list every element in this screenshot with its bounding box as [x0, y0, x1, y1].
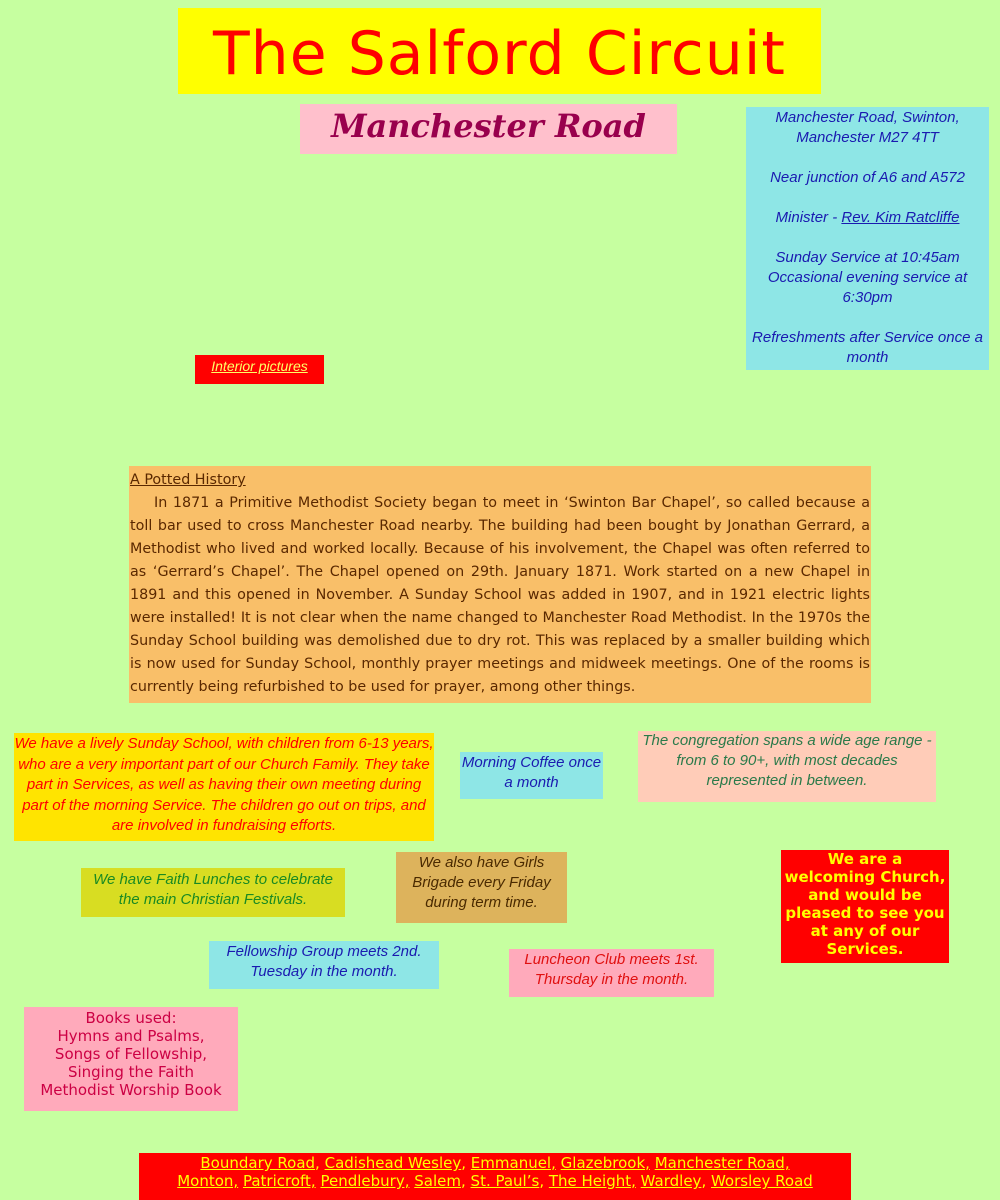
nav-separator: ,: [461, 1172, 471, 1190]
nav-link-patricroft[interactable]: Patricroft,: [242, 1172, 316, 1190]
nav-link-the-height[interactable]: The Height,: [548, 1172, 636, 1190]
nav-link-worsley-road[interactable]: Worsley Road: [710, 1172, 813, 1190]
nav-link-salem[interactable]: Salem: [414, 1172, 461, 1190]
books-used-panel: [24, 1007, 238, 1111]
congregation-notice: The congregation spans a wide age range - from 6 to 90+, with most decades represented in between.: [638, 731, 936, 802]
nav-link-emmanuel[interactable]: Emmanuel,: [470, 1154, 556, 1172]
nav-separator: ,: [539, 1172, 549, 1190]
history-text: In 1871 a Primitive Methodist Society began to meet in ‘Swinton Bar Chapel’, so called because a toll bar used to cross Manchester Road nearby. The building had been bought by Jonathan Gerrard, a Methodist who lived and worked locally. Because of his involvement, the Chapel was often referred to as ‘Gerrard’s Chapel’. The Chapel opened on 29th. January 1871. Work started on a new Chapel in 1891 and this opened in November. A Sunday School was added in 1907, and in 1921 electric lights were installed! It is not clear when the name changed to Manchester Road Methodist. In the 1970s the Sunday School building was demolished due to dry rot. This was replaced by a smaller building which is now used for Sunday School, monthly prayer meetings and midweek meetings. One of the rooms is currently being refurbished to be used for prayer, among other things.: [130, 495, 870, 695]
nav-link-wardley[interactable]: Wardley: [640, 1172, 702, 1190]
book-item: Hymns and Psalms,: [57, 1027, 205, 1045]
church-name: Manchester Road: [331, 107, 646, 145]
faith-lunches-notice: We have Faith Lunches to celebrate the main Christian Festivals.: [81, 868, 345, 917]
nav-link-pendlebury[interactable]: Pendlebury,: [320, 1172, 410, 1190]
service-times: [746, 248, 989, 308]
nav-link-st-pauls[interactable]: St. Paul’s: [470, 1172, 540, 1190]
evening-service-time: Occasional evening service at 6:30pm: [767, 269, 968, 306]
luncheon-club-notice: Luncheon Club meets 1st. Thursday in the month.: [509, 949, 714, 997]
nav-link-manchester-road[interactable]: Manchester Road,: [654, 1154, 790, 1172]
sunday-school-notice: We have a lively Sunday School, with children from 6-13 years, who are a very important part of our Church Family. They take part in Services, as well as having their own meeting during part of the morning Service. The children go out on trips, and are involved in fundraising efforts.: [14, 733, 434, 841]
book-item: Singing the Faith: [67, 1063, 195, 1081]
interior-pictures-link[interactable]: Interior pictures: [211, 358, 308, 374]
nav-link-glazebrook[interactable]: Glazebrook,: [560, 1154, 650, 1172]
address: [746, 108, 989, 148]
girls-brigade-notice: We also have Girls Brigade every Friday during term time.: [396, 852, 567, 923]
nav-link-monton[interactable]: Monton,: [177, 1172, 239, 1190]
church-info-panel: [746, 107, 989, 370]
address-line-2: Manchester M27 4TT: [796, 129, 939, 146]
church-name-banner: [300, 104, 677, 154]
books-heading: Books used:: [85, 1009, 177, 1027]
refreshments-note: Refreshments after Service once a month: [752, 329, 983, 366]
circuit-churches-nav: [139, 1153, 851, 1200]
book-item: Songs of Fellowship,: [54, 1045, 208, 1063]
book-item: Methodist Worship Book: [40, 1081, 222, 1099]
nav-link-cadishead-wesley[interactable]: Cadishead Wesley: [324, 1154, 462, 1172]
fellowship-group-notice: Fellowship Group meets 2nd. Tuesday in the month.: [209, 941, 439, 989]
nav-separator: ,: [315, 1154, 325, 1172]
site-title: The Salford Circuit: [213, 19, 786, 89]
minister-link[interactable]: Rev. Kim Ratcliffe: [841, 209, 960, 226]
site-title-banner: [178, 8, 821, 94]
sunday-service-time: Sunday Service at 10:45am: [775, 249, 960, 266]
minister-label: Minister -: [775, 209, 842, 226]
nav-separator: ,: [461, 1154, 471, 1172]
morning-coffee-notice: Morning Coffee once a month: [460, 752, 603, 799]
junction-note: Near junction of A6 and A572: [770, 169, 965, 186]
address-line-1: Manchester Road, Swinton,: [775, 109, 960, 126]
history-heading: A Potted History: [130, 472, 246, 488]
nav-separator: ,: [701, 1172, 711, 1190]
history-panel: [129, 466, 871, 703]
interior-pictures-box: [195, 355, 324, 384]
welcome-notice: We are a welcoming Church, and would be pleased to see you at any of our Services.: [781, 850, 949, 963]
minister-line: [746, 208, 989, 228]
nav-link-boundary-road[interactable]: Boundary Road: [200, 1154, 316, 1172]
